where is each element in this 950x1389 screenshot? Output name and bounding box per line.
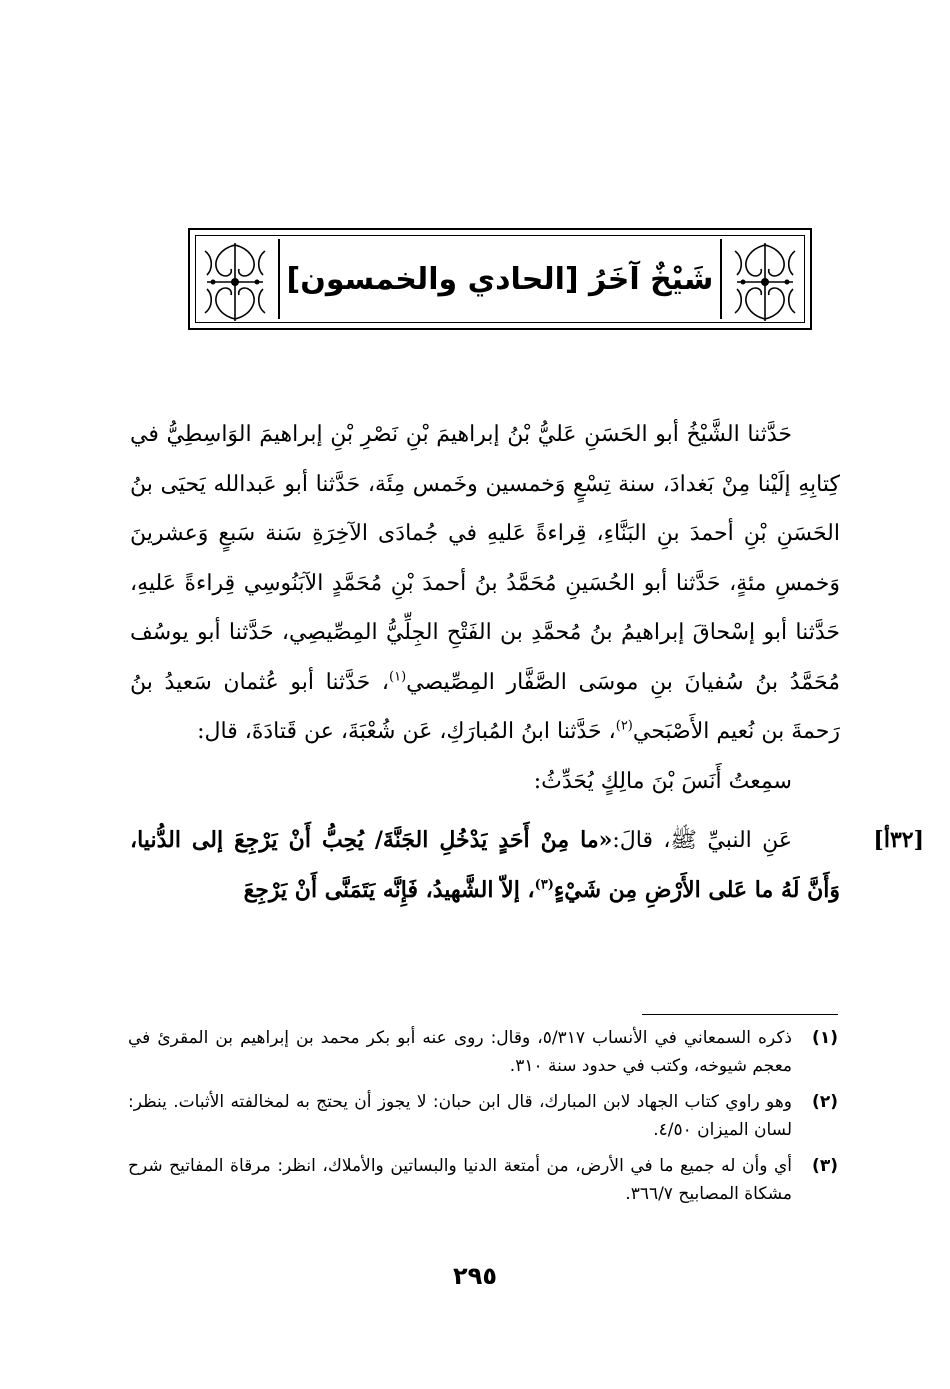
footnote-number: (١) bbox=[812, 1028, 838, 1048]
main-text bbox=[130, 410, 924, 915]
footnote-number: (٣) bbox=[812, 1156, 838, 1176]
footnote-text: وهو راوي كتاب الجهاد لابن المبارك، قال ابن حبان: لا يجوز أن يحتج به لمخالفته الأثبات. ينظر: لسان الميزان ٤/٥٠. bbox=[128, 1092, 792, 1140]
sama-line: سمِعتُ أَنَسَ بْنَ مالِكٍ يُحَدِّثُ: bbox=[533, 768, 792, 794]
hadith-lead: عَنِ النبيِّ ﷺ، قالَ: bbox=[612, 828, 792, 853]
footnote-item bbox=[128, 1024, 838, 1080]
isnad-text-end: ، حَدَّثنا ابنُ المُبارَكِ، عَن شُعْبَةَ، عن قَتادَةَ، قال: bbox=[197, 719, 616, 744]
footnote-ref-3[interactable]: (٣) bbox=[534, 877, 554, 893]
hadith-matn-continued: ، إلاّ الشَّهيدُ، فَإِنَّه يَتَمَنَّى أَنْ يَرْجِعَ bbox=[243, 876, 535, 903]
isnad-text: حَدَّثنا الشَّيْخُ أبو الحَسَنِ عَليُّ بْنُ إبراهيمَ بْنِ نَصْرِ بْنِ إبراهيمَ الوَاسِطِيُّ في كِتابِهِ إلَيْنا مِنْ بَغدادَ، سنة تِسْعٍ وَخمسين وخَمس مِئَة، حَدَّثنا أبو عَبدالله يَحيَى بنُ الحَسَنِ بْنِ أحمدَ بنِ البَنَّاءِ، قِراءةً عَليهِ في جُمادَى الآخِرَةِ سَنة سَبعٍ وَعشرينَ وَخمسِ مئةٍ، حَدَّثنا أبو الحُسَينِ مُحَمَّدُ بنُ أحمدَ بْنِ مُحَمَّدٍ الآبَنُوسِي قِراءةً عَليهِ، حَدَّثنا أبو إسْحاقَ إبراهيمُ بنُ مُحمَّدِ بن الفَتْحِ الجِلِّيُّ المِصِّيصِي، حَدَّثنا أبو يوسُف مُحَمَّدُ بنُ سُفيانَ بنِ موسَى الصَّفَّار المِصِّيصي bbox=[130, 422, 840, 695]
page-number: ٢٩٥ bbox=[453, 1262, 497, 1290]
footnote-item bbox=[128, 1152, 838, 1208]
chapter-header-frame bbox=[188, 228, 812, 330]
footnote-ref-1[interactable]: (١) bbox=[389, 669, 407, 685]
footnote-text: ذكره السمعاني في الأنساب ٥/٣١٧، وقال: روى عنه أبو بكر محمد بن إبراهيم بن المقرئ في معجم شيوخه، وكتب في حدود سنة ٣١٠. bbox=[128, 1028, 793, 1076]
hadith-block bbox=[130, 816, 924, 915]
hadith-matn: «ما مِنْ أَحَدٍ يَدْخُلِ الجَنَّةَ/ يُحِبُّ أَنْ يَرْجِعَ إلى الدُّنيا، وَأَنَّ لَهُ ما عَلى الأَرْضِ مِن شَيْءٍ bbox=[130, 827, 840, 903]
isnad-text-continued: ، حَدَّثنا أبو عُثمان سَعيدُ بنُ رَحمةَ بن نُعيم الأَصْبَحي bbox=[130, 669, 840, 744]
header-inner-border bbox=[195, 235, 805, 323]
isnad-paragraph bbox=[130, 410, 840, 757]
footnote-text: أي وأن له جميع ما في الأرض، من أمتعة الدنيا والبساتين والأملاك، انظر: مرقاة المفاتيح شرح مشكاة المصابيح ٣٦٦/٧. bbox=[128, 1156, 792, 1204]
footnotes bbox=[128, 1024, 838, 1216]
folio-marker: [٣٢أ] bbox=[873, 827, 924, 853]
floral-ornament-icon bbox=[199, 239, 271, 325]
chapter-title: شَيْخٌ آخَرُ [الحادي والخمسون] bbox=[286, 261, 714, 297]
hadith-text bbox=[130, 816, 840, 915]
header-title-box bbox=[278, 239, 722, 319]
footnote-separator bbox=[642, 1014, 838, 1015]
footnote-number: (٢) bbox=[812, 1092, 838, 1112]
footnote-item bbox=[128, 1088, 838, 1144]
floral-ornament-icon bbox=[729, 239, 801, 325]
footnote-ref-2[interactable]: (٢) bbox=[615, 718, 633, 734]
